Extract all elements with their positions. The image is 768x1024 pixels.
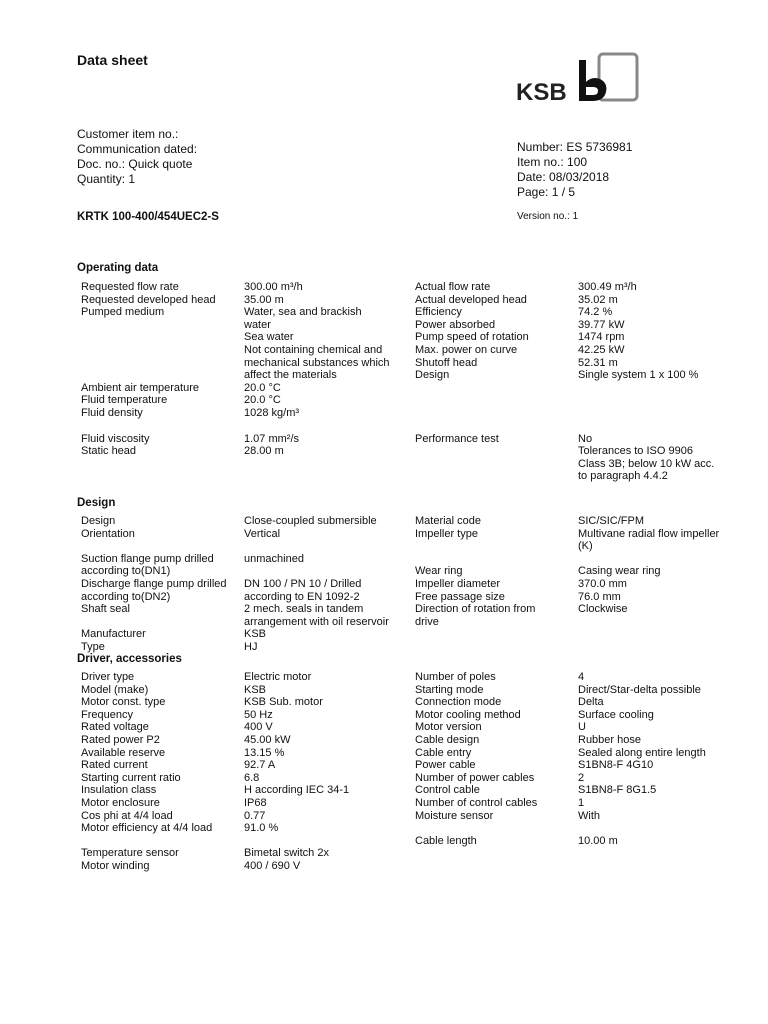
field-label <box>81 822 244 847</box>
communication-dated: Communication dated: <box>77 142 198 156</box>
field-label <box>81 281 244 294</box>
header-right <box>517 140 632 200</box>
cell-line: Frequency <box>81 708 133 721</box>
field-value <box>578 628 741 641</box>
cell-line: Control cable <box>415 784 480 797</box>
cell-line <box>415 382 578 395</box>
ksb-logo <box>516 52 640 104</box>
field-label <box>81 784 244 797</box>
cell-line: (K) <box>578 540 593 553</box>
cell-line <box>578 628 741 641</box>
cell-line: Number of poles <box>415 671 496 683</box>
field-value <box>244 684 415 697</box>
field-value <box>244 294 415 307</box>
field-label <box>415 553 578 578</box>
field-label <box>415 696 578 709</box>
cell-line: Performance test <box>415 432 499 445</box>
field-value <box>578 407 741 420</box>
field-label <box>81 628 244 641</box>
cell-line: to paragraph 4.4.2 <box>578 470 668 483</box>
cell-line: Requested developed head <box>81 293 216 306</box>
cell-line: U <box>578 721 586 734</box>
cell-line: No <box>578 432 593 445</box>
field-value <box>578 445 741 483</box>
cell-line: Starting current ratio <box>81 771 181 784</box>
cell-line: Direction of rotation from <box>415 603 536 616</box>
field-value <box>244 641 415 654</box>
field-value <box>244 553 415 578</box>
field-value <box>244 394 415 407</box>
cell-line <box>415 822 578 835</box>
cell-line: Connection mode <box>415 696 502 709</box>
cell-line: Ambient air temperature <box>81 381 199 394</box>
field-value <box>578 281 741 294</box>
row-spacer <box>578 420 741 433</box>
quantity: Quantity: 1 <box>77 172 136 186</box>
cell-line: 74.2 % <box>578 306 613 319</box>
cell-line: Shutoff head <box>415 356 478 369</box>
field-label <box>81 528 244 553</box>
section-title-design: Design <box>77 497 116 509</box>
cell-line: drive <box>415 615 439 628</box>
field-label <box>81 553 244 578</box>
operating-data-table <box>81 281 741 483</box>
field-label <box>415 641 578 654</box>
cell-line: KSB <box>244 628 267 641</box>
cell-line: Efficiency <box>415 306 462 319</box>
date: Date: 08/03/2018 <box>517 170 610 184</box>
field-label <box>81 306 244 382</box>
section-title-driver: Driver, accessories <box>77 653 182 665</box>
cell-line: Design <box>415 369 450 382</box>
field-label <box>415 603 578 628</box>
field-label <box>81 747 244 760</box>
field-value <box>244 603 415 628</box>
field-value <box>578 860 741 873</box>
cell-line: With <box>578 809 600 822</box>
field-value <box>578 382 741 395</box>
cell-line: Impeller diameter <box>415 577 500 590</box>
field-label <box>415 515 578 528</box>
cell-line <box>415 860 578 873</box>
cell-line: 52.31 m <box>578 356 618 369</box>
cell-line: Fluid density <box>81 406 143 419</box>
cell-line: Casing wear ring <box>578 565 661 578</box>
field-value <box>244 709 415 722</box>
field-value <box>578 433 741 446</box>
cell-line: 300.00 m³/h <box>244 281 303 293</box>
cell-line: Not containing chemical and <box>244 343 383 356</box>
cell-line: Free passage size <box>415 590 505 603</box>
cell-line: Number of power cables <box>415 771 535 784</box>
cell-line: Actual flow rate <box>415 281 491 293</box>
cell-line: 2 <box>578 771 585 784</box>
field-label <box>81 671 244 684</box>
field-label <box>415 394 578 407</box>
cell-line: according to(DN2) <box>81 590 171 603</box>
field-label <box>81 578 244 603</box>
cell-line <box>578 847 741 860</box>
header-left <box>77 127 197 187</box>
cell-line: Motor efficiency at 4/4 load <box>81 822 213 835</box>
field-value <box>578 747 741 760</box>
cell-line: KSB <box>244 683 267 696</box>
field-value <box>244 747 415 760</box>
cell-line: Motor winding <box>81 859 150 872</box>
cell-line: 10.00 m <box>578 834 618 847</box>
field-value <box>244 445 415 483</box>
field-value <box>244 382 415 395</box>
cell-line: Fluid temperature <box>81 394 168 407</box>
field-value <box>244 306 415 382</box>
cell-line: 39.77 kW <box>578 318 625 331</box>
field-value <box>244 784 415 797</box>
field-value <box>244 860 415 873</box>
field-label <box>415 578 578 603</box>
field-value <box>244 797 415 810</box>
cell-line <box>578 860 741 873</box>
cell-line: 35.02 m <box>578 293 618 306</box>
field-value <box>578 734 741 747</box>
field-value <box>578 294 741 307</box>
cell-line: Power absorbed <box>415 318 496 331</box>
field-label <box>81 684 244 697</box>
cell-line: Pump speed of rotation <box>415 331 529 344</box>
field-label <box>415 860 578 873</box>
cell-line: Actual developed head <box>415 293 527 306</box>
field-value <box>244 407 415 420</box>
field-value <box>578 553 741 578</box>
cell-line: Motor version <box>415 721 482 734</box>
cell-line: Cable design <box>415 733 480 746</box>
field-value <box>244 847 415 860</box>
field-value <box>244 281 415 294</box>
cell-line: 6.8 <box>244 771 260 784</box>
cell-line: HJ <box>244 640 258 653</box>
cell-line: 42.25 kW <box>578 343 625 356</box>
field-label <box>81 696 244 709</box>
cell-line: Water, sea and brackish <box>244 306 362 319</box>
field-label <box>415 709 578 722</box>
cell-line <box>415 407 578 420</box>
cell-line: Starting mode <box>415 683 484 696</box>
cell-line: Cos phi at 4/4 load <box>81 809 173 822</box>
field-value <box>244 696 415 709</box>
cell-line <box>578 382 741 395</box>
cell-line: Cable length <box>415 834 477 847</box>
cell-line: Surface cooling <box>578 708 654 721</box>
cell-line: Orientation <box>81 527 135 540</box>
field-value <box>244 759 415 772</box>
design-table <box>81 515 741 654</box>
cell-line: 91.0 % <box>244 822 279 835</box>
field-value <box>578 515 741 528</box>
cell-line: 13.15 % <box>244 746 285 759</box>
cell-line: Material code <box>415 515 482 527</box>
cell-line: 45.00 kW <box>244 733 291 746</box>
cell-line: 1474 rpm <box>578 331 625 344</box>
cell-line: Electric motor <box>244 671 312 683</box>
doc-no: Doc. no.: Quick quote <box>77 157 193 171</box>
cell-line: Insulation class <box>81 784 157 797</box>
field-value <box>578 528 741 553</box>
cell-line: Rubber hose <box>578 733 641 746</box>
field-label <box>415 797 578 810</box>
cell-line: according to EN 1092-2 <box>244 590 360 603</box>
field-label <box>415 759 578 772</box>
cell-line: Pumped medium <box>81 306 165 319</box>
field-value <box>244 721 415 734</box>
cell-line: Sea water <box>244 331 294 344</box>
field-value <box>244 734 415 747</box>
field-label <box>81 445 244 483</box>
svg-text:KSB: KSB <box>516 79 567 104</box>
cell-line: according to(DN1) <box>81 565 171 578</box>
cell-line: Close-coupled submersible <box>244 515 377 527</box>
field-value <box>578 721 741 734</box>
cell-line: 20.0 °C <box>244 394 281 407</box>
field-label <box>415 684 578 697</box>
cell-line <box>415 641 578 654</box>
field-value <box>578 394 741 407</box>
cell-line: Direct/Star-delta possible <box>578 683 701 696</box>
field-label <box>415 734 578 747</box>
field-label <box>81 603 244 628</box>
cell-line: SIC/SIC/FPM <box>578 515 645 527</box>
field-value <box>244 433 415 446</box>
cell-line: IP68 <box>244 796 267 809</box>
driver-table <box>81 671 741 873</box>
field-label <box>415 747 578 760</box>
field-label <box>415 628 578 641</box>
field-label <box>415 784 578 797</box>
field-value <box>244 822 415 847</box>
field-value <box>578 641 741 654</box>
cell-line: Suction flange pump drilled <box>81 552 214 565</box>
field-label <box>415 407 578 420</box>
field-label <box>81 797 244 810</box>
field-label <box>415 772 578 785</box>
field-value <box>244 578 415 603</box>
cell-line: 28.00 m <box>244 445 284 458</box>
cell-line: Fluid viscosity <box>81 432 150 445</box>
cell-line: 20.0 °C <box>244 381 281 394</box>
cell-line: Sealed along entire length <box>578 746 706 759</box>
field-label <box>81 772 244 785</box>
cell-line: Delta <box>578 696 604 709</box>
field-value <box>578 810 741 823</box>
model-designation: KRTK 100-400/454UEC2-S <box>77 211 219 223</box>
field-label <box>415 445 578 483</box>
cell-line: Tolerances to ISO 9906 <box>578 445 693 458</box>
field-label <box>81 847 244 860</box>
cell-line: KSB Sub. motor <box>244 696 323 709</box>
cell-line: Impeller type <box>415 527 478 540</box>
field-label <box>81 294 244 307</box>
field-label <box>415 306 578 382</box>
field-label <box>415 433 578 446</box>
cell-line: S1BN8-F 4G10 <box>578 759 654 772</box>
cell-line: Driver type <box>81 671 135 683</box>
cell-line: Design <box>81 515 116 527</box>
cell-line: Temperature sensor <box>81 847 179 860</box>
cell-line: Discharge flange pump drilled <box>81 577 227 590</box>
field-label <box>81 382 244 395</box>
cell-line <box>578 394 741 407</box>
cell-line <box>415 394 578 407</box>
field-label <box>415 382 578 395</box>
row-spacer <box>415 420 578 433</box>
cell-line <box>415 628 578 641</box>
field-value <box>578 847 741 860</box>
field-value <box>578 696 741 709</box>
field-value <box>578 709 741 722</box>
cell-line: 50 Hz <box>244 708 273 721</box>
cell-line: Moisture sensor <box>415 809 494 822</box>
cell-line: 76.0 mm <box>578 590 621 603</box>
cell-line: Max. power on curve <box>415 343 518 356</box>
cell-line: Manufacturer <box>81 628 146 641</box>
cell-line <box>415 445 578 458</box>
cell-line: Motor const. type <box>81 696 166 709</box>
cell-line: Vertical <box>244 527 281 540</box>
cell-line: 35.00 m <box>244 293 284 306</box>
cell-line: Rated voltage <box>81 721 149 734</box>
cell-line: 1 <box>578 796 585 809</box>
field-value <box>244 772 415 785</box>
cell-line: S1BN8-F 8G1.5 <box>578 784 657 797</box>
field-value <box>244 671 415 684</box>
cell-line: Number of control cables <box>415 796 538 809</box>
cell-line <box>578 822 741 835</box>
field-label <box>415 847 578 860</box>
field-label <box>415 281 578 294</box>
cell-line: affect the materials <box>244 369 337 382</box>
cell-line: Static head <box>81 445 137 458</box>
field-value <box>578 759 741 772</box>
item-no: Item no.: 100 <box>517 155 588 169</box>
field-label <box>81 759 244 772</box>
row-spacer <box>81 420 244 433</box>
section-title-operating: Operating data <box>77 262 159 274</box>
field-label <box>81 433 244 446</box>
field-label <box>415 671 578 684</box>
cell-line: 370.0 mm <box>578 577 627 590</box>
number: Number: ES 5736981 <box>517 140 633 154</box>
field-label <box>415 810 578 823</box>
row-spacer <box>244 420 415 433</box>
cell-line: water <box>244 318 271 331</box>
cell-line <box>578 407 741 420</box>
page-number: Page: 1 / 5 <box>517 185 576 199</box>
field-value <box>578 578 741 603</box>
cell-line: Single system 1 x 100 % <box>578 369 699 382</box>
cell-line: Motor cooling method <box>415 708 521 721</box>
cell-line: Type <box>81 640 105 653</box>
field-value <box>244 515 415 528</box>
field-value <box>578 306 741 382</box>
field-label <box>81 734 244 747</box>
cell-line: Rated power P2 <box>81 733 160 746</box>
version-no: Version no.: 1 <box>517 211 579 222</box>
document-title: Data sheet <box>77 52 148 68</box>
cell-line: DN 100 / PN 10 / Drilled <box>244 577 362 590</box>
field-label <box>81 515 244 528</box>
cell-line: Bimetal switch 2x <box>244 847 329 860</box>
cell-line: Requested flow rate <box>81 281 179 293</box>
cell-line: unmachined <box>244 552 304 565</box>
cell-line: 4 <box>578 671 585 683</box>
cell-line: Class 3B; below 10 kW acc. <box>578 457 715 470</box>
cell-line: Available reserve <box>81 746 166 759</box>
cell-line: H according IEC 34-1 <box>244 784 350 797</box>
field-value <box>578 772 741 785</box>
cell-line <box>578 641 741 654</box>
field-label <box>81 641 244 654</box>
cell-line: Model (make) <box>81 683 149 696</box>
cell-line: 1.07 mm²/s <box>244 432 300 445</box>
field-label <box>415 721 578 734</box>
cell-line: Power cable <box>415 759 476 772</box>
cell-line: Shaft seal <box>81 603 130 616</box>
field-value <box>578 822 741 847</box>
cell-line: Clockwise <box>578 603 628 616</box>
cell-line <box>578 553 741 566</box>
field-label <box>81 407 244 420</box>
field-label <box>81 810 244 823</box>
cell-line: Wear ring <box>415 565 463 578</box>
field-value <box>244 528 415 553</box>
field-value <box>578 684 741 697</box>
field-label <box>415 822 578 847</box>
cell-line: mechanical substances which <box>244 356 390 369</box>
field-value <box>244 628 415 641</box>
cell-line: 2 mech. seals in tandem <box>244 603 364 616</box>
field-label <box>81 721 244 734</box>
cell-line <box>415 847 578 860</box>
cell-line: Multivane radial flow impeller <box>578 527 720 540</box>
field-value <box>578 784 741 797</box>
cell-line: Rated current <box>81 759 148 772</box>
field-value <box>578 671 741 684</box>
field-label <box>81 394 244 407</box>
field-value <box>578 797 741 810</box>
cell-line: 0.77 <box>244 809 266 822</box>
field-value <box>578 603 741 628</box>
field-value <box>244 810 415 823</box>
cell-line <box>415 553 578 566</box>
field-label <box>81 860 244 873</box>
cell-line: 400 V <box>244 721 273 734</box>
cell-line: Motor enclosure <box>81 796 160 809</box>
cell-line: arrangement with oil reservoir <box>244 615 389 628</box>
field-label <box>81 709 244 722</box>
cell-line: 400 / 690 V <box>244 859 301 872</box>
cell-line: Cable entry <box>415 746 472 759</box>
cell-line: 300.49 m³/h <box>578 281 637 293</box>
field-label <box>415 528 578 553</box>
field-label <box>415 294 578 307</box>
cell-line: 1028 kg/m³ <box>244 406 300 419</box>
customer-item-no: Customer item no.: <box>77 127 179 141</box>
cell-line: 92.7 A <box>244 759 276 772</box>
